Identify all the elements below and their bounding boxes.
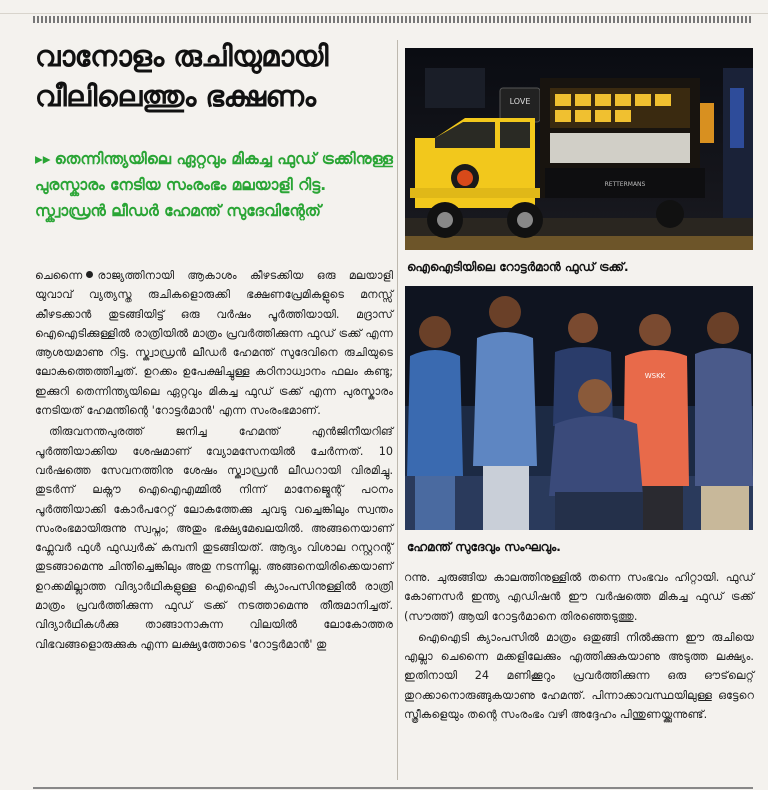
shirt-text: WSKK (644, 372, 666, 380)
sign-text: LOVE (509, 97, 531, 106)
bottom-rule (33, 787, 753, 789)
truck-label: RETTERMANS (604, 181, 646, 188)
food-truck-photo (405, 48, 753, 250)
dateline-bullet-icon (86, 271, 93, 278)
column-divider (397, 40, 398, 780)
team-photo (405, 286, 753, 530)
deck (35, 146, 393, 224)
paragraph: തിരുവനന്തപുരത്ത് ജനിച്ച ഹേമന്ത് എൻജിനീയറിങ് പൂർത്തിയാക്കിയ ശേഷമാണ് വ്യോമസേനയിൽ ചേർന്നത്. 10 വർഷത്തെ സേവനത്തിനു ശേഷം സ്ക്വാഡ്രൻ ലീഡറായി വിരമിച്ചു. തുടർന്ന് ലക്നൗ ഐഐഎമ്മിൽ നിന്ന് മാനേജ്മെന്റ് പഠനം പൂർത്തിയാക്കി കോർപറേറ്റ് ലോകത്തേക്കു ചുവടു വച്ചെങ്കിലും സ്വന്തം സംരംഭമായിരുന്നു സ്വപ്നം; അതും ഭക്ഷ്യമേഖലയിൽ. അങ്ങനെയാണ് ഫ്ലേവർ ഫുൾ ഫുഡ്വർക് കമ്പനി തുടങ്ങിയത്. ആദ്യം വിശാല റസ്റ്ററന്റ് തുടങ്ങാമെന്നു ചിന്തിച്ചെങ്കിലും അതു നടന്നില്ല. അങ്ങനെയിരിക്കെയാണ് ഉറക്കമില്ലാത്ത വിദ്യാർഥികളുള്ള ഐഐടി ക്യാംപസിനുള്ളിൽ രാത്രി മാത്രം പ്രവർത്തിക്കുന്ന ഫുഡ് ട്രക്ക് നടത്താമെന്നു തീരുമാനിച്ചത്. വിദ്യാർഥികൾക്കു താങ്ങാനാകുന്ന വിലയിൽ ലോകോത്തര വിഭവങ്ങളൊരുക്കുക എന്ന ലക്ഷ്യത്തോടെ 'റോട്ടർമാൻ' തു (35, 425, 393, 651)
truck-photo-caption: ഐഐടിയിലെ റോട്ടർമാൻ ഫുഡ് ട്രക്ക്. (407, 260, 629, 274)
paragraph (35, 266, 393, 420)
headline-line-2: വീലിലെത്തും ഭക്ഷണം (35, 79, 316, 113)
body-column-left (35, 266, 393, 656)
body-column-right (404, 568, 754, 724)
header-rule (33, 16, 753, 23)
headline-line-1: വാനോളം രുചിയുമായി (35, 39, 328, 73)
paragraph: റന്നു. ചുരുങ്ങിയ കാലത്തിനുള്ളിൽ തന്നെ സംഭവം ഹിറ്റായി. ഫുഡ് കോണസർ ഇന്ത്യ എഡിഷൻ ഈ വർഷത്തെ മികച്ച ഫുഡ് ട്രക്ക് (സൗത്ത്) ആയി റോട്ടർമാനെ തിരഞ്ഞെടുത്തു. (404, 571, 754, 623)
deck-text: തെന്നിന്ത്യയിലെ ഏറ്റവും മികച്ച ഫുഡ് ട്രക്കിനുള്ള പുരസ്കാരം നേടിയ സംരംഭം മലയാളി റിട്ട. സ്ക്വാഡ്രൻ ലീഡർ ഹേമന്ത് സുദേവിന്റേത് (35, 150, 393, 220)
headline (35, 36, 395, 116)
deck-arrow-icon: ▸▸ (35, 150, 51, 168)
dateline: ചെന്നൈ (35, 269, 83, 282)
paragraph-text: രാജ്യത്തിനായി ആകാശം കീഴടക്കിയ ഒരു മലയാളി യുവാവ് വ്യത്യസ്ത രുചികളൊരുക്കി ഭക്ഷണപ്രേമികളുടെ മനസ്സ് കീഴടക്കാൻ തുടങ്ങിയിട്ട് ഒരു വർഷം പൂർത്തിയായി. മദ്രാസ് ഐഐടിക്കുള്ളിൽ രാത്രിയിൽ മാത്രം പ്രവർത്തിക്കുന്ന ഫുഡ് ട്രക്ക് എന്ന ആശയമാണു റിട്ട. സ്ക്വാഡ്രൻ ലീഡർ ഹേമന്ത് സുദേവിനെ രുചിയുടെ ലോകത്തെത്തിച്ചത്. ഉറക്കം ഉപേക്ഷിച്ചുള്ള കഠിനാധ്വാനം ഫലം കണ്ടു; ഇക്കുറി തെന്നിന്ത്യയിലെ ഏറ്റവും മികച്ച ഫുഡ് ട്രക്ക് എന്ന പുരസ്കാരം നേടിയത് ഹേമന്തിന്റെ 'റോട്ടർമാൻ' എന്ന സംരംഭമാണ്. (35, 269, 393, 418)
paragraph: ഐഐടി ക്യാംപസിൽ മാത്രം ഒതുങ്ങി നിൽക്കുന്ന ഈ രുചിയെ എല്ലാ ചെന്നൈ മക്കളിലേക്കും എത്തിക്കുകയാണു അടുത്ത ലക്ഷ്യം. ഇതിനായി 24 മണിക്കൂറും പ്രവർത്തിക്കുന്ന ഒരു ഔട്‌ലെറ്റ് തുറക്കാനൊരുങ്ങുകയാണു ഹേമന്ത്. പിന്നാക്കാവസ്ഥയിലുള്ള ഒട്ടേറെ സ്ത്രീകളെയും തന്റെ സംരംഭം വഴി അദ്ദേഹം പിന്തുണയ്ക്കുന്നുണ്ട്. (404, 630, 754, 722)
food-truck-illustration (405, 48, 753, 250)
team-photo-caption: ഹേമന്ത് സുദേവും സംഘവും. (407, 540, 561, 554)
team-illustration (405, 286, 753, 530)
top-strip (0, 0, 768, 14)
